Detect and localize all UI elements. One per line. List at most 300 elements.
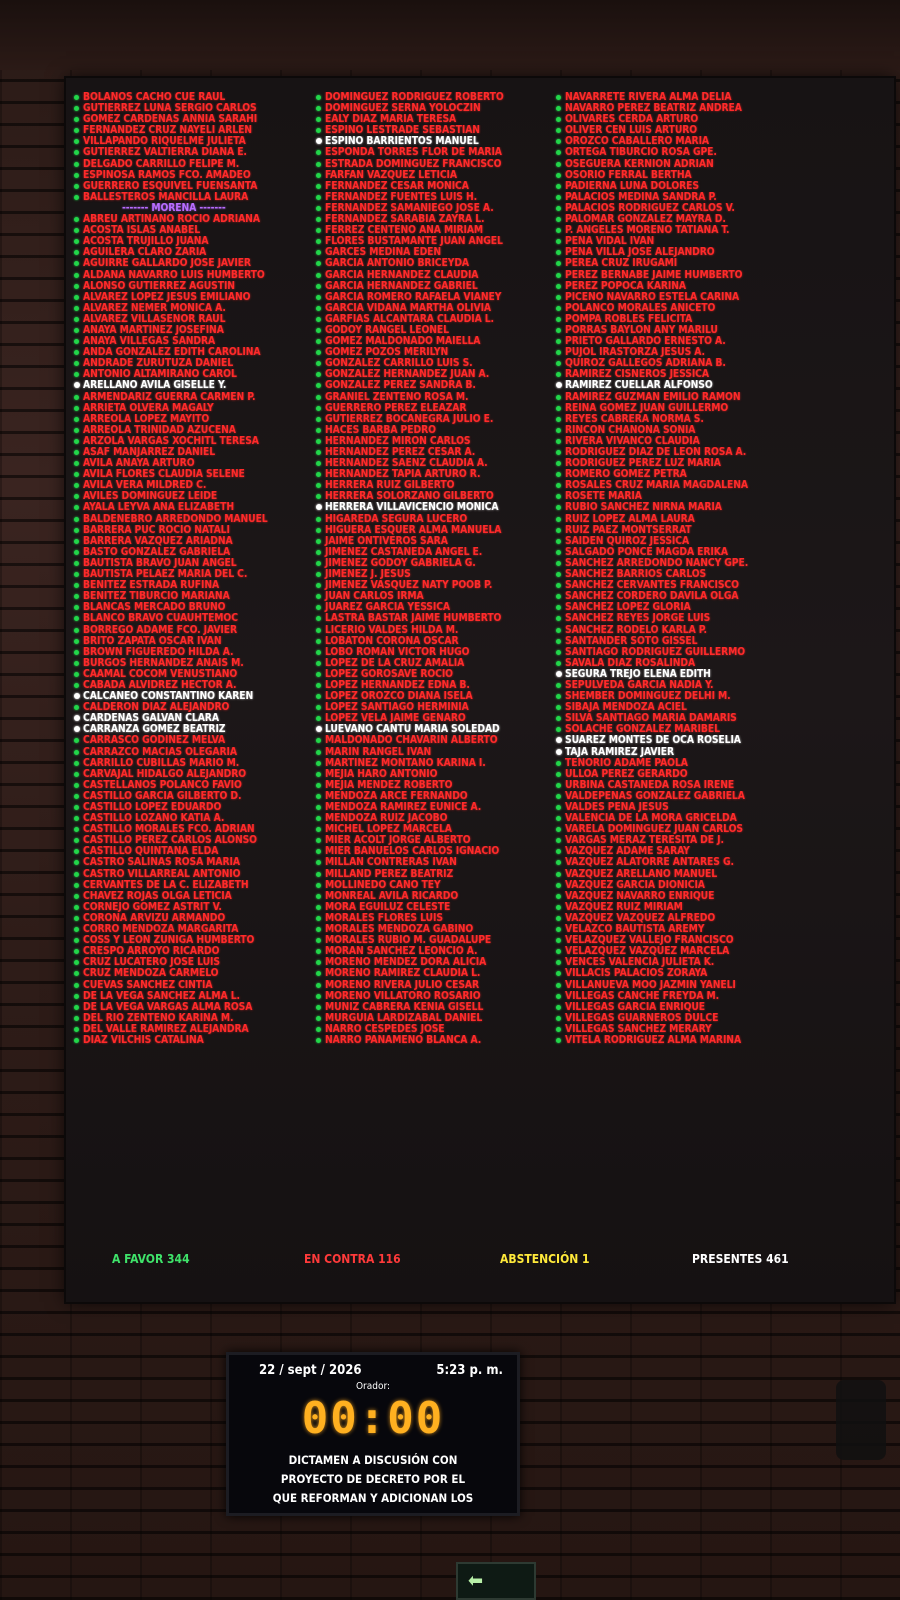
legislator-row bbox=[314, 325, 564, 336]
legislator-row bbox=[554, 913, 814, 924]
legislator-name: VILLEGAS CANCHE FREYDA M. bbox=[565, 990, 720, 1002]
vote-dot-icon bbox=[316, 428, 321, 433]
legislator-row bbox=[314, 957, 564, 968]
legislator-row bbox=[72, 747, 322, 758]
legislator-name: HIGUERA ESQUER ALMA MANUELA bbox=[325, 524, 502, 536]
vote-dot-icon bbox=[316, 539, 321, 544]
vote-dot-icon bbox=[556, 616, 561, 621]
legislator-row bbox=[72, 170, 322, 181]
legislator-row bbox=[314, 203, 564, 214]
legislator-name: CRUZ MENDOZA CARMELO bbox=[83, 968, 219, 980]
vote-dot-icon bbox=[556, 339, 561, 344]
legislator-row bbox=[554, 824, 814, 835]
vote-dot-icon bbox=[556, 350, 561, 355]
legislator-name: ALONSO GUTIÉRREZ AGUSTÍN bbox=[83, 280, 235, 292]
legislator-row bbox=[554, 314, 814, 325]
vote-dot-icon bbox=[316, 550, 321, 555]
legislator-name: SEPÚLVEDA GARCÍA NADIA Y. bbox=[565, 679, 714, 691]
legislator-row bbox=[314, 147, 564, 158]
legislator-row bbox=[554, 281, 814, 292]
legislator-row bbox=[72, 247, 322, 258]
legislator-row bbox=[72, 92, 322, 103]
legislator-name: URBINA CASTAÑEDA ROSA IRENE bbox=[565, 779, 735, 791]
legislator-name: MENDOZA ARCE FERNANDO bbox=[325, 790, 468, 802]
legislator-name: VÁZQUEZ RUIZ MIRIAM bbox=[565, 901, 683, 913]
vote-dot-icon bbox=[316, 261, 321, 266]
vote-dot-icon bbox=[74, 295, 79, 300]
legislator-row bbox=[314, 924, 564, 935]
legislator-name: LÓPEZ GOROSAVE ROCÍO bbox=[325, 668, 453, 680]
legislator-row bbox=[72, 525, 322, 536]
vote-dot-icon bbox=[316, 517, 321, 522]
legislator-name: PICEÑO NAVARRO ESTELA CARINA bbox=[565, 291, 740, 303]
legislator-name: VÁZQUEZ ADAME SARAY bbox=[565, 846, 690, 858]
legislator-name: VELAZCO BAUTISTA AREMY bbox=[565, 924, 705, 936]
legislator-name: CRESPO ARROYO RICARDO bbox=[83, 946, 220, 958]
legislator-name: HIGAREDA SEGURA LUCERO bbox=[325, 513, 468, 525]
vote-dot-icon bbox=[556, 295, 561, 300]
legislator-row bbox=[554, 625, 814, 636]
legislator-row bbox=[72, 358, 322, 369]
vote-dot-icon bbox=[316, 616, 321, 621]
vote-dot-icon bbox=[74, 683, 79, 688]
legislator-row bbox=[314, 436, 564, 447]
vote-dot-icon bbox=[556, 727, 561, 732]
vote-dot-icon bbox=[556, 650, 561, 655]
vote-dot-icon bbox=[556, 228, 561, 233]
vote-dot-icon bbox=[316, 694, 321, 699]
legislator-name: MORALES FLORES LUIS bbox=[325, 912, 443, 924]
legislator-row bbox=[314, 735, 564, 746]
legislator-name: ESTRADA DOMÍNGUEZ FRANCISCO bbox=[325, 158, 502, 170]
vote-dot-icon bbox=[556, 95, 561, 100]
legislator-name: ANDA GONZÁLEZ EDITH CAROLINA bbox=[83, 347, 261, 359]
vote-dot-icon bbox=[316, 827, 321, 832]
legislator-name: AGUILERA CLARO ZARIA bbox=[83, 247, 207, 259]
legislator-row bbox=[72, 791, 322, 802]
legislator-name: AYALA LEYVA ANA ELIZABETH bbox=[83, 502, 235, 514]
legislator-row bbox=[72, 1013, 322, 1024]
vote-dot-icon bbox=[74, 339, 79, 344]
legislator-name: ULLOA PÉREZ GERARDO bbox=[565, 768, 688, 780]
legislator-row bbox=[314, 991, 564, 1002]
vote-dot-icon bbox=[74, 616, 79, 621]
vote-dot-icon bbox=[74, 150, 79, 155]
total-contra: EN CONTRA 116 bbox=[304, 1252, 401, 1266]
legislator-name: MALDONADO CHAVARÍN ALBERTO bbox=[325, 735, 498, 747]
absent-dot-icon bbox=[556, 737, 562, 743]
legislator-row bbox=[554, 835, 814, 846]
legislator-row bbox=[554, 857, 814, 868]
legislator-name: JIMÉNEZ J. JESÚS bbox=[325, 569, 411, 581]
legislator-row bbox=[72, 580, 322, 591]
legislator-name: PÉREZ POPOCA KARINA bbox=[565, 280, 686, 292]
legislator-row bbox=[314, 780, 564, 791]
vote-dot-icon bbox=[74, 539, 79, 544]
legislator-row bbox=[314, 403, 564, 414]
legislator-name: BRITO ZAPATA ÓSCAR IVÁN bbox=[83, 635, 222, 647]
legislator-row bbox=[72, 147, 322, 158]
legislator-row bbox=[554, 347, 814, 358]
legislator-row bbox=[554, 214, 814, 225]
legislator-row bbox=[554, 968, 814, 979]
legislator-name: DÍAZ VILCHIS CATALINA bbox=[83, 1034, 204, 1046]
legislator-name: MORALES RUBIO M. GUADALUPE bbox=[325, 935, 492, 947]
legislator-name: VILLAPANDO RIQUELME JULIETA bbox=[83, 136, 246, 148]
total-abstencion: ABSTENCIÓN 1 bbox=[500, 1252, 590, 1266]
legislator-name: HERNÁNDEZ PÉREZ CÉSAR A. bbox=[325, 447, 476, 458]
vote-dot-icon bbox=[556, 583, 561, 588]
legislator-name: ROSETE MARÍA bbox=[565, 491, 642, 503]
vote-dot-icon bbox=[74, 994, 79, 999]
legislator-row bbox=[72, 214, 322, 225]
absent-dot-icon bbox=[74, 693, 80, 699]
legislator-row bbox=[314, 536, 564, 547]
legislator-row bbox=[314, 636, 564, 647]
legislator-name: CORRO MENDOZA MARGARITA bbox=[83, 924, 239, 936]
vote-dot-icon bbox=[556, 239, 561, 244]
vote-dot-icon bbox=[556, 805, 561, 810]
legislator-name: CÁRDENAS GALVÁN CLARA bbox=[83, 713, 219, 725]
vote-dot-icon bbox=[556, 872, 561, 877]
vote-dot-icon bbox=[316, 206, 321, 211]
legislator-name: VITELA RODRÍGUEZ ALMA MARINA bbox=[565, 1034, 742, 1046]
legislator-row bbox=[314, 835, 564, 846]
legislator-row bbox=[554, 447, 814, 458]
vote-dot-icon bbox=[74, 417, 79, 422]
legislator-row bbox=[72, 502, 322, 513]
vote-dot-icon bbox=[74, 250, 79, 255]
legislator-name: AVILÉS DOMÍNGUEZ LEIDE bbox=[83, 491, 218, 503]
legislator-name: PÉREZ BERNABÉ JAIME HUMBERTO bbox=[565, 269, 743, 281]
legislator-name: MENDOZA RAMÍREZ EUNICE A. bbox=[325, 802, 482, 813]
legislator-name: DOMÍNGUEZ SERNA YOLOCZIN bbox=[325, 103, 481, 115]
legislator-row bbox=[72, 103, 322, 114]
legislator-name: GÓMEZ CÁRDENAS ANNIA SARAHÍ bbox=[83, 114, 258, 126]
legislator-name: VÁZQUEZ ALATORRE ANTARES G. bbox=[565, 857, 734, 869]
legislator-name: HERRERA VILLAVICENCIO MÓNICA bbox=[325, 502, 499, 514]
legislator-name: RODRÍGUEZ DÍAZ DE LEÓN ROSA A. bbox=[565, 447, 747, 458]
legislator-row bbox=[72, 625, 322, 636]
vote-dot-icon bbox=[556, 472, 561, 477]
legislator-row bbox=[72, 846, 322, 857]
legislator-name: ANAYA MARTÍNEZ JOSEFINA bbox=[83, 324, 224, 336]
vote-dot-icon bbox=[556, 439, 561, 444]
legislator-row bbox=[72, 159, 322, 170]
legislator-name: FERREZ CENTENO ANA MIRIAM bbox=[325, 225, 484, 237]
vote-dot-icon bbox=[316, 439, 321, 444]
legislator-row bbox=[72, 636, 322, 647]
legislator-row bbox=[314, 968, 564, 979]
legislator-row bbox=[554, 647, 814, 658]
legislator-row bbox=[554, 869, 814, 880]
legislator-row bbox=[314, 358, 564, 369]
legislator-name: PALACIOS RODRÍGUEZ CARLOS V. bbox=[565, 202, 735, 214]
legislator-row bbox=[72, 968, 322, 979]
legislator-name: SILVA SANTIAGO MARÍA DAMARIS bbox=[565, 713, 737, 725]
legislator-name: GONZÁLEZ CARRILLO LUIS S. bbox=[325, 358, 473, 370]
legislator-row bbox=[72, 336, 322, 347]
vote-dot-icon bbox=[74, 395, 79, 400]
legislator-row bbox=[314, 480, 564, 491]
legislator-name: CRUZ LUCATERO JOSÉ LUIS bbox=[83, 957, 220, 969]
legislator-name: MILLÁN CONTRERAS IVÁN bbox=[325, 857, 457, 869]
vote-dot-icon bbox=[556, 550, 561, 555]
legislator-name: FERNÁNDEZ SARABIA ZAYRA L. bbox=[325, 214, 485, 226]
vote-dot-icon bbox=[316, 273, 321, 278]
vote-dot-icon bbox=[316, 816, 321, 821]
vote-dot-icon bbox=[74, 572, 79, 577]
vote-dot-icon bbox=[556, 827, 561, 832]
legislator-row bbox=[314, 613, 564, 624]
legislator-row bbox=[72, 491, 322, 502]
vote-dot-icon bbox=[74, 738, 79, 743]
legislator-name: CORNEJO GÓMEZ ASTRIT V. bbox=[83, 901, 222, 913]
vote-dot-icon bbox=[556, 849, 561, 854]
legislator-row bbox=[314, 258, 564, 269]
absent-dot-icon bbox=[556, 382, 562, 388]
legislator-name: SANTANDER SOTO GISSEL bbox=[565, 635, 698, 647]
vote-dot-icon bbox=[74, 772, 79, 777]
total-favor: A FAVOR 344 bbox=[112, 1252, 190, 1266]
vote-dot-icon bbox=[74, 860, 79, 865]
vote-dot-icon bbox=[556, 860, 561, 865]
legislator-name: CORONA ARVIZU ARMANDO bbox=[83, 912, 226, 924]
legislator-name: CARRASCO GODÍNEZ MELVA bbox=[83, 735, 226, 747]
vote-dot-icon bbox=[316, 983, 321, 988]
legislator-row bbox=[554, 425, 814, 436]
legislator-name: FLORES BUSTAMANTE JUAN ÁNGEL bbox=[325, 236, 503, 248]
legislator-name: PEÑA VIDAL IVÁN bbox=[565, 236, 655, 248]
vote-dot-icon bbox=[316, 894, 321, 899]
legislator-row bbox=[72, 392, 322, 403]
legislator-name: PRIETO GALLARDO ERNESTO A. bbox=[565, 336, 726, 348]
legislator-name: MORENO MÉNDEZ DORA ALICIA bbox=[325, 957, 487, 969]
legislator-name: BORREGO ADAME FCO. JAVIER bbox=[83, 624, 238, 636]
vote-dot-icon bbox=[74, 561, 79, 566]
vote-dot-icon bbox=[74, 273, 79, 278]
vote-dot-icon bbox=[74, 816, 79, 821]
legislator-name: ESPINOSA RAMOS FCO. AMADEO bbox=[83, 169, 251, 181]
legislator-row bbox=[314, 103, 564, 114]
legislator-row bbox=[554, 747, 814, 758]
legislator-row bbox=[314, 580, 564, 591]
legislator-row bbox=[72, 514, 322, 525]
legislator-name: SAVALA DÍAZ ROSALINDA bbox=[565, 657, 696, 669]
legislator-row bbox=[554, 724, 814, 735]
vote-dot-icon bbox=[556, 528, 561, 533]
legislator-name: SHEMBER DOMÍNGUEZ DELHI M. bbox=[565, 691, 731, 703]
vote-dot-icon bbox=[74, 672, 79, 677]
vote-dot-icon bbox=[74, 960, 79, 965]
legislator-name: VILLEGAS GUARNEROS DULCE bbox=[565, 1012, 719, 1024]
legislator-row bbox=[554, 292, 814, 303]
vote-dot-icon bbox=[556, 1016, 561, 1021]
legislator-name: LUÉVANO CANTÚ MARÍA SOLEDAD bbox=[325, 724, 500, 736]
legislator-row bbox=[72, 902, 322, 913]
legislator-row bbox=[554, 891, 814, 902]
legislator-name: ACOSTA ISLAS ANABEL bbox=[83, 225, 200, 237]
vote-dot-icon bbox=[316, 583, 321, 588]
legislator-name: NAVARRETE RIVERA ALMA DELIA bbox=[565, 92, 732, 103]
vote-dot-icon bbox=[316, 195, 321, 200]
legislator-name: CARRANZA GÓMEZ BEATRIZ bbox=[83, 724, 226, 736]
legislator-row bbox=[554, 203, 814, 214]
legislator-row bbox=[314, 980, 564, 991]
legislator-row bbox=[314, 902, 564, 913]
legislator-name: VILLACIS PALACIOS ZORAYA bbox=[565, 968, 708, 980]
vote-dot-icon bbox=[556, 761, 561, 766]
legislator-name: MORENO RAMÍREZ CLAUDIA L. bbox=[325, 968, 481, 980]
vote-column-3 bbox=[554, 92, 814, 1046]
vote-dot-icon bbox=[74, 838, 79, 843]
legislator-row bbox=[72, 991, 322, 1002]
legislator-row bbox=[314, 214, 564, 225]
legislator-name: SALGADO PONCE MAGDA ERIKA bbox=[565, 546, 728, 558]
vote-dot-icon bbox=[74, 439, 79, 444]
legislator-name: PADIERNA LUNA DOLORES bbox=[565, 180, 699, 192]
legislator-name: NARRO CÉSPEDES JOSÉ bbox=[325, 1023, 445, 1035]
vote-dot-icon bbox=[74, 971, 79, 976]
vote-dot-icon bbox=[74, 117, 79, 122]
legislator-name: VILLEGAS SÁNCHEZ MERARY bbox=[565, 1023, 712, 1035]
legislator-name: GONZÁLEZ PÉREZ SANDRA B. bbox=[325, 380, 476, 392]
vote-dot-icon bbox=[316, 406, 321, 411]
legislator-name: CASTILLO PÉREZ CARLOS ALONSO bbox=[83, 835, 257, 847]
legislator-row bbox=[314, 824, 564, 835]
legislator-name: CERVANTES DE LA C. ELIZABETH bbox=[83, 879, 249, 891]
vote-dot-icon bbox=[556, 461, 561, 466]
legislator-name: ÁLVAREZ VILLASEÑOR RAÚL bbox=[83, 313, 226, 325]
vote-dot-icon bbox=[316, 461, 321, 466]
legislator-row bbox=[554, 225, 814, 236]
vote-dot-icon bbox=[556, 883, 561, 888]
legislator-name: VILLANUEVA MOO JAZMÍN YANELI bbox=[565, 979, 736, 991]
legislator-row bbox=[72, 891, 322, 902]
vote-dot-icon bbox=[316, 960, 321, 965]
vote-dot-icon bbox=[556, 483, 561, 488]
vote-dot-icon bbox=[74, 139, 79, 144]
legislator-row bbox=[554, 436, 814, 447]
vote-dot-icon bbox=[556, 628, 561, 633]
legislator-row bbox=[554, 92, 814, 103]
legislator-name: VÁZQUEZ GARCÍA DIONICIA bbox=[565, 879, 705, 891]
vote-dot-icon bbox=[74, 483, 79, 488]
legislator-row bbox=[314, 791, 564, 802]
legislator-name: VARELA DOMÍNGUEZ JUAN CARLOS bbox=[565, 824, 743, 836]
vote-dot-icon bbox=[556, 539, 561, 544]
vote-dot-icon bbox=[74, 783, 79, 788]
legislator-row bbox=[314, 491, 564, 502]
vote-dot-icon bbox=[316, 128, 321, 133]
legislator-row bbox=[554, 325, 814, 336]
legislator-name: SÁNCHEZ REYES JORGE LUIS bbox=[565, 613, 711, 625]
legislator-name: DELGADO CARRILLO FELIPE M. bbox=[83, 158, 240, 170]
vote-dot-icon bbox=[316, 650, 321, 655]
legislator-row bbox=[72, 724, 322, 735]
legislator-row bbox=[314, 369, 564, 380]
legislator-name: SÁNCHEZ CERVANTES FRANCISCO bbox=[565, 580, 739, 592]
legislator-name: MICHEL LÓPEZ MARCELA bbox=[325, 824, 452, 836]
legislator-row bbox=[314, 425, 564, 436]
legislator-name: CUEVAS SÁNCHEZ CINTIA bbox=[83, 979, 213, 991]
legislator-name: CASTILLO QUINTANA ELDA bbox=[83, 846, 219, 858]
legislator-name: GODOY RANGEL LEONEL bbox=[325, 324, 449, 336]
vote-dot-icon bbox=[74, 883, 79, 888]
legislator-name: OROZCO CABALLERO MARÍA bbox=[565, 136, 709, 148]
vote-dot-icon bbox=[556, 395, 561, 400]
vote-dot-icon bbox=[316, 872, 321, 877]
legislator-row bbox=[314, 680, 564, 691]
legislator-name: MORALES MENDOZA GABINO bbox=[325, 924, 474, 936]
legislator-name: VALDEPEÑAS GONZÁLEZ GABRIELA bbox=[565, 790, 745, 802]
legislator-name: LASTRA BASTAR JAIME HUMBERTO bbox=[325, 613, 502, 625]
vote-dot-icon bbox=[316, 117, 321, 122]
legislator-row bbox=[554, 181, 814, 192]
legislator-name: FARFÁN VÁZQUEZ LETICIA bbox=[325, 169, 457, 181]
legislator-name: ABREU ARTIÑANO ROCÍO ADRIANA bbox=[83, 214, 260, 226]
legislator-name: BURGOS HERNÁNDEZ ANAÍS M. bbox=[83, 657, 244, 669]
legislator-name: ROMERO GÓMEZ PETRA bbox=[565, 469, 687, 481]
legislator-row bbox=[554, 414, 814, 425]
legislator-name: GARCÉS MEDINA EDÉN bbox=[325, 247, 442, 259]
legislator-name: LOBATÓN CORONA ÓSCAR bbox=[325, 635, 459, 647]
legislator-row bbox=[314, 247, 564, 258]
legislator-name: RAMÍREZ CUÉLLAR ALFONSO bbox=[565, 380, 713, 392]
vote-dot-icon bbox=[74, 239, 79, 244]
legislator-name: BAUTISTA PELÁEZ MARÍA DEL C. bbox=[83, 569, 248, 581]
vote-dot-icon bbox=[556, 417, 561, 422]
legislator-name: NARRO PANAMEÑO BLANCA A. bbox=[325, 1034, 482, 1046]
legislator-row bbox=[72, 281, 322, 292]
legislator-name: RAMÍREZ GUZMÁN EMILIO RAMÓN bbox=[565, 391, 741, 403]
vote-dot-icon bbox=[556, 1038, 561, 1043]
vote-dot-icon bbox=[74, 428, 79, 433]
legislator-name: ÁVILA VERA MILDRED C. bbox=[83, 480, 207, 492]
legislator-row bbox=[554, 935, 814, 946]
legislator-row bbox=[314, 658, 564, 669]
legislator-row bbox=[314, 181, 564, 192]
legislator-name: SOLACHE GONZÁLEZ MARIBEL bbox=[565, 724, 720, 736]
legislator-name: SUÁREZ MONTES DE OCA ROSELIA bbox=[565, 735, 741, 747]
legislator-name: FERNÁNDEZ CÉSAR MÓNICA bbox=[325, 180, 469, 192]
vote-dot-icon bbox=[556, 162, 561, 167]
legislator-name: OLIVARES CERDA ARTURO bbox=[565, 114, 699, 126]
legislator-row bbox=[314, 802, 564, 813]
vote-dot-icon bbox=[74, 894, 79, 899]
legislator-row bbox=[554, 136, 814, 147]
legislator-name: JUAN CARLOS IRMA bbox=[325, 591, 424, 603]
legislator-row bbox=[554, 602, 814, 613]
legislator-row bbox=[314, 314, 564, 325]
legislator-row bbox=[554, 846, 814, 857]
vote-dot-icon bbox=[556, 983, 561, 988]
vote-dot-icon bbox=[556, 561, 561, 566]
legislator-row bbox=[314, 225, 564, 236]
vote-dot-icon bbox=[74, 805, 79, 810]
vote-dot-icon bbox=[316, 295, 321, 300]
legislator-row bbox=[72, 802, 322, 813]
vote-dot-icon bbox=[556, 905, 561, 910]
vote-dot-icon bbox=[74, 594, 79, 599]
vote-dot-icon bbox=[556, 838, 561, 843]
vote-dot-icon bbox=[74, 472, 79, 477]
legislator-row bbox=[72, 824, 322, 835]
vote-dot-icon bbox=[556, 284, 561, 289]
legislator-name: LICERIO VALDÉS HILDA M. bbox=[325, 624, 459, 636]
legislator-row bbox=[72, 669, 322, 680]
legislator-name: SÁNCHEZ LÓPEZ GLORIA bbox=[565, 602, 691, 614]
